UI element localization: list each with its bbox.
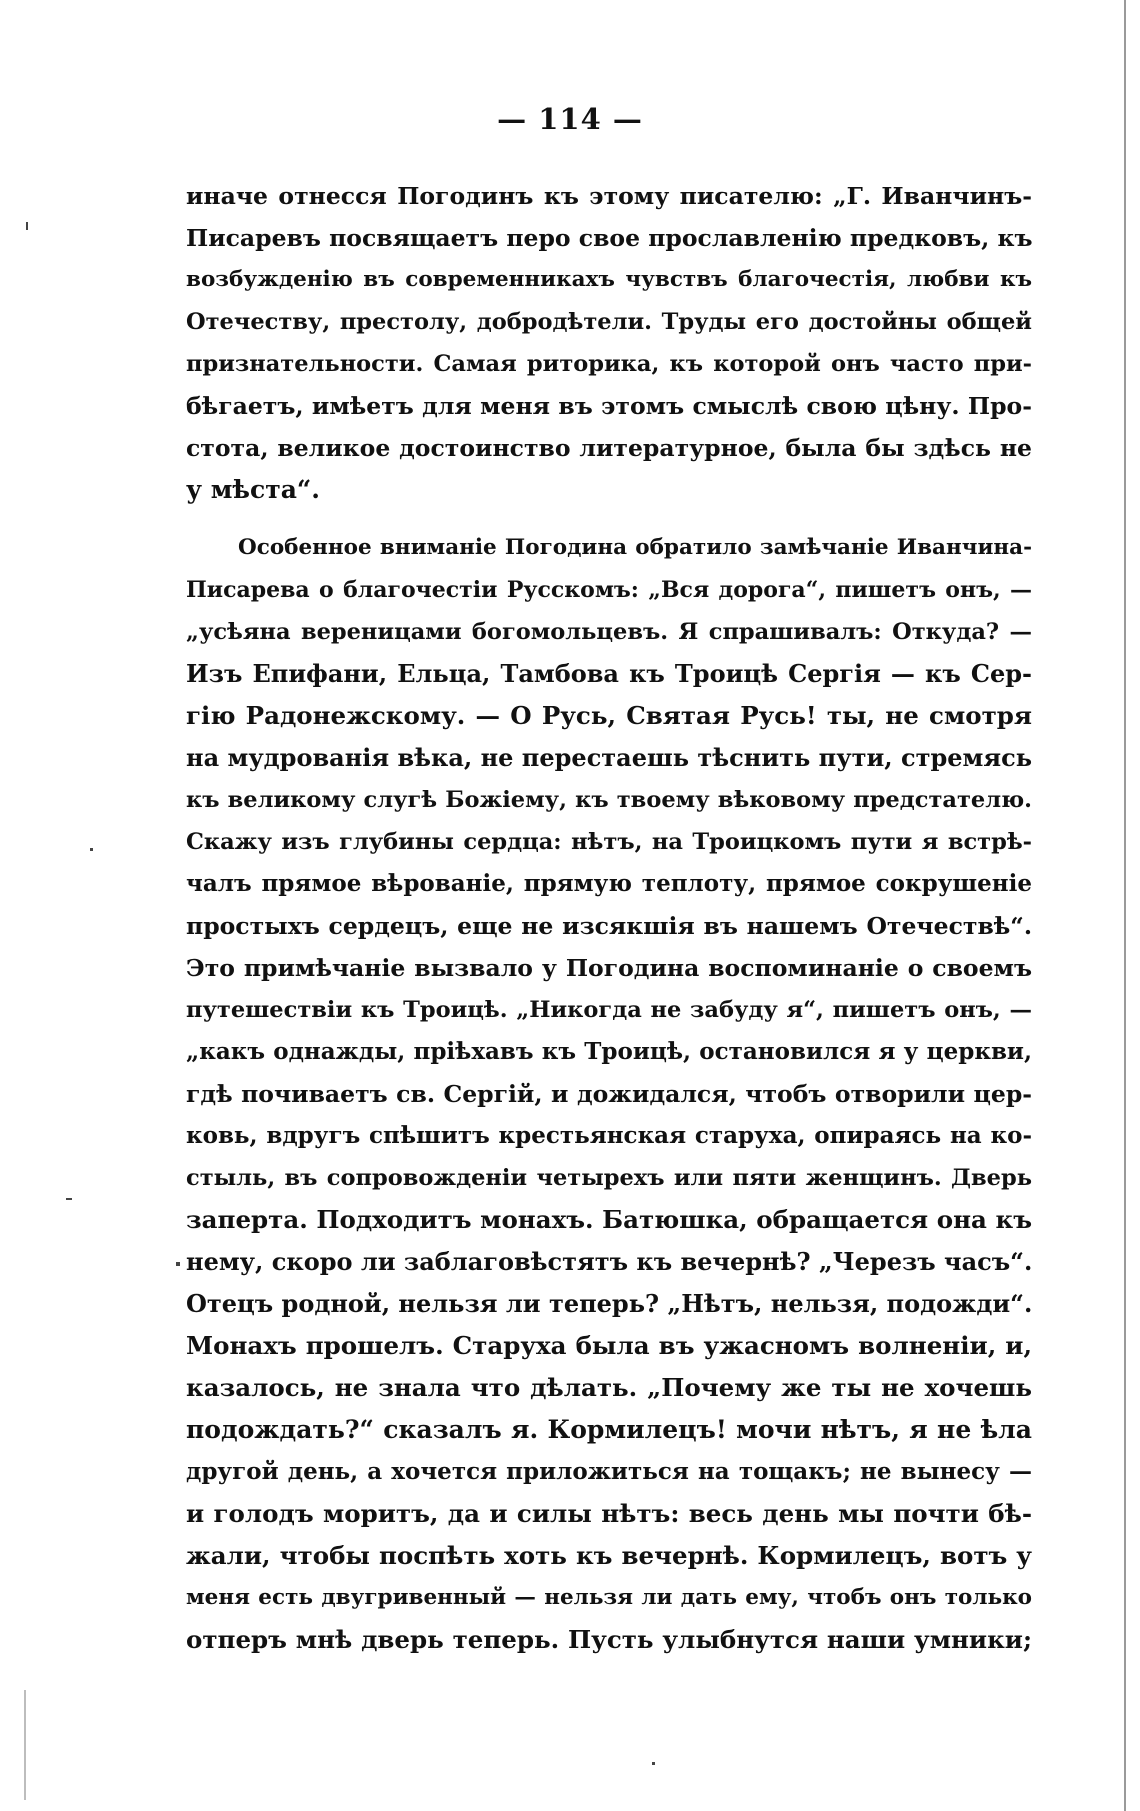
text-line: чалъ прямое вѣрованіе, прямую теплоту, прямое сокрушеніе: [186, 870, 1032, 897]
text-line: Писарева о благочестіи Русскомъ: „Вся дорога“, пишетъ онъ, —: [186, 577, 1032, 603]
text-line: казалось, не знала что дѣлать. „Почему же ты не хочешь: [186, 1373, 1032, 1402]
text-line: нему, скоро ли заблаговѣстятъ къ вечернѣ? „Черезъ часъ“.: [186, 1247, 1033, 1276]
text-line: бѣгаетъ, имѣетъ для меня въ этомъ смыслѣ свою цѣну. Про-: [186, 392, 1032, 420]
text-line: признательности. Самая риторика, къ которой онъ часто при-: [186, 351, 1032, 377]
scan-speck: [652, 1762, 655, 1765]
text-line: „какъ однажды, пріѣхавъ къ Троицѣ, остановился я у церкви,: [186, 1038, 1032, 1065]
text-line: на мудрованія вѣка, не перестаешь тѣснить пути, стремясь: [186, 743, 1032, 772]
text-line: заперта. Подходитъ монахъ. Батюшка, обращается она къ: [186, 1205, 1032, 1234]
text-line: иначе отнесся Погодинъ къ этому писателю: „Г. Иванчинъ-: [186, 182, 1032, 210]
text-line: стыль, въ сопровожденіи четырехъ или пяти женщинъ. Дверь: [186, 1165, 1032, 1191]
paragraph-2: [186, 527, 1032, 1661]
text-line: путешествіи къ Троицѣ. „Никогда не забуду я“, пишетъ онъ, —: [186, 997, 1032, 1023]
text-line: Изъ Епифани, Ельца, Тамбова къ Троицѣ Сергія — къ Сер-: [186, 659, 1032, 688]
text-line: возбужденію въ современникахъ чувствъ благочестія, любви къ: [186, 267, 1032, 292]
paragraph-1: [186, 175, 1032, 511]
text-line: Особенное вниманіе Погодина обратило замѣчаніе Иванчина-: [238, 535, 1032, 560]
scan-speck: [26, 222, 28, 230]
text-line: ковь, вдругъ спѣшитъ крестьянская старуха, опираясь на ко-: [186, 1122, 1032, 1149]
text-line: и голодъ моритъ, да и силы нѣтъ: весь день мы почти бѣ-: [186, 1499, 1032, 1528]
text-line: гдѣ почиваетъ св. Сергій, и дожидался, чтобъ отворили цер-: [186, 1080, 1032, 1108]
text-line: отперъ мнѣ дверь теперь. Пусть улыбнутся наши умники;: [186, 1625, 1032, 1654]
text-line: къ великому слугѣ Божіему, къ твоему вѣковому предстателю.: [186, 787, 1032, 813]
text-line: гію Радонежскому. — О Русь, Святая Русь! ты, не смотря: [186, 701, 1032, 730]
paragraph-gap: [186, 511, 1032, 527]
scan-speck: [90, 848, 93, 851]
text-line: Монахъ прошелъ. Старуха была въ ужасномъ волненіи, и,: [186, 1331, 1032, 1360]
text-line: простыхъ сердецъ, еще не изсякшія въ нашемъ Отечествѣ“.: [186, 912, 1032, 940]
page-edge: [1124, 0, 1126, 1811]
body-text: [186, 175, 1032, 1661]
page-number: — 114 —: [497, 102, 643, 136]
text-line: другой день, а хочется приложиться на тощакъ; не вынесу —: [186, 1458, 1032, 1485]
text-line: Это примѣчаніе вызвало у Погодина воспоминаніе о своемъ: [186, 954, 1032, 982]
text-line: Скажу изъ глубины сердца: нѣтъ, на Троицкомъ пути я встрѣ-: [186, 829, 1032, 855]
text-line: подождать?“ сказалъ я. Кормилецъ! мочи нѣтъ, я не ѣла: [186, 1415, 1032, 1444]
text-line: меня есть двугривенный — нельзя ли дать ему, чтобъ онъ только: [186, 1585, 1032, 1610]
text-line: „усѣяна вереницами богомольцевъ. Я спрашивалъ: Откуда? —: [186, 619, 1032, 645]
scan-speck: [176, 1262, 180, 1266]
text-line: Отечеству, престолу, добродѣтели. Труды его достойны общей: [186, 309, 1032, 335]
text-line: жали, чтобы поспѣть хоть къ вечернѣ. Кормилецъ, вотъ у: [186, 1541, 1032, 1570]
text-line: стота, великое достоинство литературное, была бы здѣсь не: [186, 434, 1032, 462]
scan-speck: [66, 1198, 72, 1200]
page-edge: [24, 1690, 26, 1800]
text-line: Писаревъ посвящаетъ перо свое прославленію предковъ, къ: [186, 224, 1033, 252]
text-line: у мѣста“.: [186, 475, 320, 504]
text-line: Отецъ родной, нельзя ли теперь? „Нѣтъ, нельзя, подожди“.: [186, 1289, 1033, 1318]
